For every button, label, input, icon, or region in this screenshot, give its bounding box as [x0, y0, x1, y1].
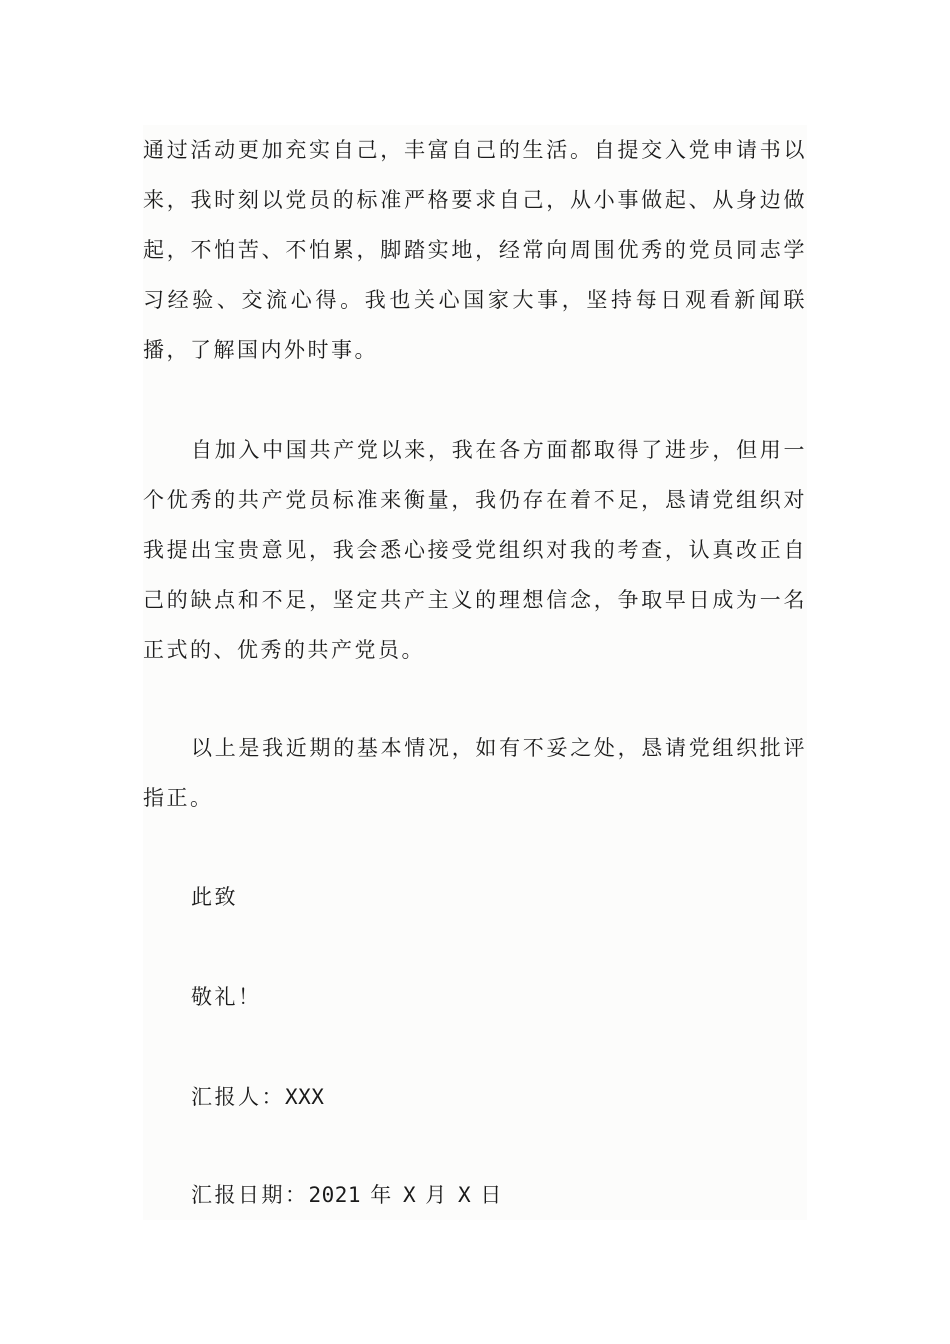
- report-date-day-unit: 日: [480, 1183, 504, 1207]
- body-paragraph-3: 以上是我近期的基本情况，如有不妥之处，恳请党组织批评指正。: [143, 736, 807, 810]
- body-paragraph-2: 自加入中国共产党以来，我在各方面都取得了进步，但用一个优秀的共产党员标准来衡量，我仍存在着不足，恳请党组织对我提出宝贵意见，我会悉心接受党组织对我的考查，认真改正自己的缺点和不足，坚定共产主义的理想信念，争取早日成为一名正式的、优秀的共产党员。: [143, 438, 807, 662]
- report-date-month: X: [402, 1183, 417, 1207]
- report-date-year: 2021: [308, 1183, 362, 1207]
- document-page: [143, 125, 807, 1220]
- salutation: 敬礼！: [191, 985, 262, 1009]
- report-date-year-unit: 年: [370, 1183, 394, 1207]
- closing-phrase: 此致: [191, 885, 238, 909]
- report-date-line: [191, 1170, 504, 1220]
- reporter-label: 汇报人：: [191, 1085, 285, 1109]
- report-date-label: 汇报日期：: [191, 1183, 309, 1207]
- reporter-line: [191, 1072, 324, 1122]
- body-paragraph-1: 通过活动更加充实自己，丰富自己的生活。自提交入党申请书以来，我时刻以党员的标准严格要求自己，从小事做起、从身边做起，不怕苦、不怕累，脚踏实地，经常向周围优秀的党员同志学习经验、交流心得。我也关心国家大事，坚持每日观看新闻联播，了解国内外时事。: [143, 138, 807, 362]
- report-date-day: X: [457, 1183, 472, 1207]
- report-date-month-unit: 月: [425, 1183, 449, 1207]
- reporter-name: XXX: [285, 1085, 325, 1109]
